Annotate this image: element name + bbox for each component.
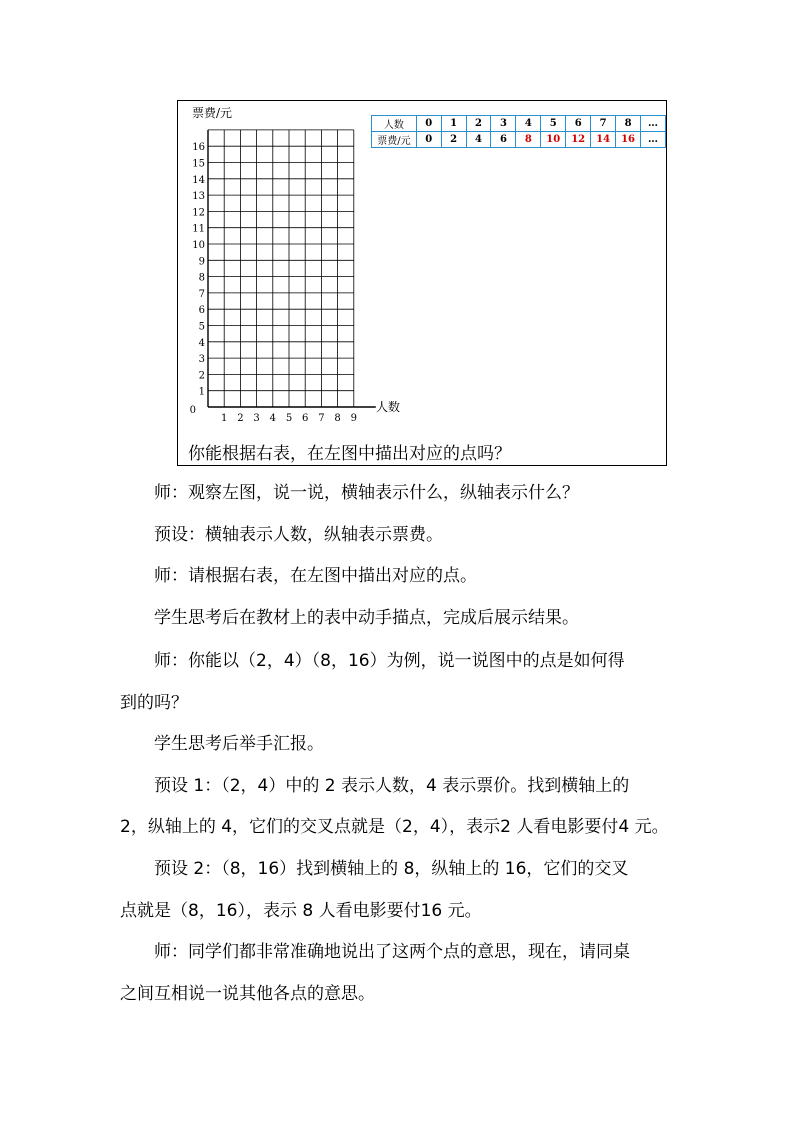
- table-cell-highlight: 16: [616, 132, 641, 148]
- table-cell: 8: [616, 116, 641, 132]
- y-tick-labels: [192, 142, 205, 398]
- table-cell: 5: [541, 116, 566, 132]
- x-axis-label: 人数: [376, 400, 401, 414]
- table-cell: …: [641, 132, 666, 148]
- y-tick-label: 16: [192, 142, 205, 154]
- table-header-fee: 票费/元: [372, 132, 417, 148]
- table-cell: 1: [441, 116, 466, 132]
- table-row-fee: [372, 132, 666, 148]
- x-tick-label: 3: [253, 413, 260, 424]
- paragraph: 学生思考后举手汇报。: [154, 734, 324, 754]
- y-tick-label: 14: [192, 174, 205, 186]
- table-cell: 6: [566, 116, 591, 132]
- table-cell-highlight: 8: [516, 132, 541, 148]
- table-cell: 3: [491, 116, 516, 132]
- table-cell: 2: [466, 116, 491, 132]
- table-cell: 0: [416, 132, 441, 148]
- table-row-people: [372, 116, 666, 132]
- grid-lines: [208, 130, 376, 407]
- table-cell-highlight: 12: [566, 132, 591, 148]
- coordinate-grid: [178, 101, 668, 431]
- y-tick-label: 1: [198, 386, 205, 398]
- origin-label: 0: [189, 405, 196, 416]
- y-tick-label: 4: [198, 337, 205, 349]
- y-tick-label: 8: [198, 272, 205, 284]
- paragraph: 点就是（8，16），表示 8 人看电影要付16 元。: [120, 901, 482, 921]
- table-cell: 2: [441, 132, 466, 148]
- y-tick-label: 13: [192, 191, 205, 203]
- x-tick-label: 9: [350, 413, 357, 424]
- value-table: [371, 115, 666, 148]
- paragraph: 预设：横轴表示人数，纵轴表示票费。: [154, 525, 443, 545]
- x-tick-labels: [221, 413, 357, 424]
- table-cell: 4: [516, 116, 541, 132]
- x-tick-label: 5: [285, 413, 293, 424]
- x-tick-label: 1: [221, 413, 228, 424]
- paragraph: 师：请根据右表，在左图中描出对应的点。: [154, 566, 477, 586]
- y-tick-label: 15: [192, 158, 205, 170]
- paragraph: 师：同学们都非常准确地说出了这两个点的意思，现在，请同桌: [154, 942, 630, 962]
- y-tick-label: 10: [192, 240, 205, 251]
- paragraph: 师：你能以（2，4）（8，16）为例，说一说图中的点是如何得: [154, 651, 625, 671]
- exercise-figure: [177, 100, 667, 466]
- paragraph: 学生思考后在教材上的表中动手描点，完成后展示结果。: [154, 608, 579, 628]
- y-tick-label: 12: [192, 207, 205, 219]
- y-tick-label: 6: [198, 305, 205, 317]
- y-tick-label: 2: [198, 370, 205, 382]
- x-tick-label: 7: [318, 413, 325, 424]
- y-tick-label: 9: [198, 256, 205, 268]
- table-cell: 4: [466, 132, 491, 148]
- x-tick-label: 6: [302, 413, 309, 424]
- table-cell: 0: [416, 116, 441, 132]
- table-cell: …: [641, 116, 666, 132]
- paragraph: 师：观察左图，说一说，横轴表示什么，纵轴表示什么？: [154, 483, 579, 503]
- table-cell-highlight: 14: [591, 132, 616, 148]
- x-tick-label: 8: [334, 413, 341, 424]
- y-tick-label: 3: [198, 354, 205, 366]
- paragraph: 之间互相说一说其他各点的意思。: [120, 984, 375, 1004]
- figure-prompt: 你能根据右表，在左图中描出对应的点吗？: [188, 444, 511, 464]
- y-tick-label: 11: [192, 223, 205, 235]
- y-tick-label: 5: [198, 321, 205, 333]
- y-tick-label: 7: [198, 288, 205, 300]
- paragraph: 预设 1：（2，4）中的 2 表示人数，4 表示票价。找到横轴上的: [154, 776, 630, 796]
- y-axis-label: 票费/元: [192, 106, 233, 120]
- x-tick-label: 2: [237, 413, 244, 424]
- paragraph: 预设 2：（8，16）找到横轴上的 8，纵轴上的 16，它们的交叉: [154, 859, 629, 879]
- table-cell: 6: [491, 132, 516, 148]
- table-cell: 7: [591, 116, 616, 132]
- paragraph: 到的吗？: [120, 693, 188, 713]
- table-header-people: 人数: [372, 116, 417, 132]
- paragraph: 2，纵轴上的 4，它们的交叉点就是（2，4），表示2 人看电影要付4 元。: [120, 817, 669, 837]
- table-cell-highlight: 10: [541, 132, 566, 148]
- x-tick-label: 4: [269, 413, 276, 424]
